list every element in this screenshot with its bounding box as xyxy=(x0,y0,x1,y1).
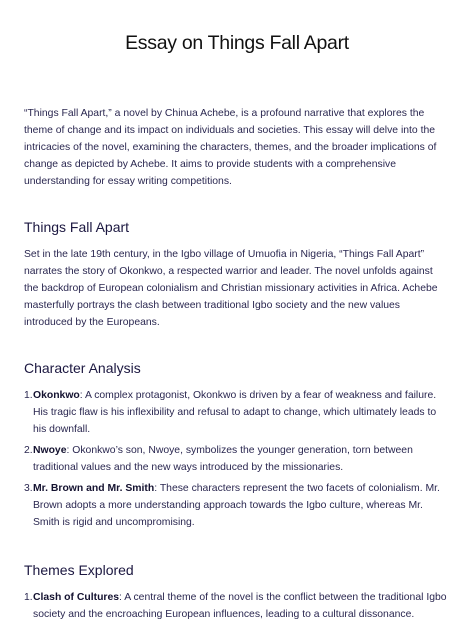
list-text: : These characters represent the two facets of colonialism. Mr. Brown adopts a more understanding approach towards the Igbo culture, whereas Mr. Smith is rigid and uncompromising. xyxy=(33,483,440,528)
list-number: 1. xyxy=(24,592,33,603)
character-list xyxy=(24,387,450,531)
section-heading-things-fall-apart: Things Fall Apart xyxy=(24,219,130,235)
document-title: Essay on Things Fall Apart xyxy=(125,32,349,54)
list-item xyxy=(24,480,450,531)
list-term: Clash of Cultures xyxy=(33,592,120,603)
list-text: : Okonkwo’s son, Nwoye, symbolizes the younger generation, torn between traditional values and the new ways introduced by the missionaries. xyxy=(33,445,413,473)
list-item xyxy=(24,387,450,438)
list-number: 1. xyxy=(24,390,33,401)
list-text: : A complex protagonist, Okonkwo is driven by a fear of weakness and failure. His tragic flaw is his inflexibility and refusal to adapt to change, which ultimately leads to his downfall. xyxy=(33,390,437,435)
section-body-things-fall-apart: Set in the late 19th century, in the Igbo village of Umuofia in Nigeria, “Things Fall Apart” narrates the story of Okonkwo, a respected warrior and leader. The novel unfolds against the backdrop of European colonialism and Christian missionary activities in Africa. Achebe masterfully portrays the clash between traditional Igbo society and the new values introduced by the Europeans. xyxy=(24,249,438,328)
list-term: Okonkwo xyxy=(33,390,80,401)
themes-list xyxy=(24,589,450,623)
list-item xyxy=(24,442,450,476)
section-heading-themes-explored: Themes Explored xyxy=(24,562,134,578)
list-number: 3. xyxy=(24,483,33,494)
intro-paragraph: “Things Fall Apart,” a novel by Chinua Achebe, is a profound narrative that explores the theme of change and its impact on individuals and societies. This essay will delve into the intricacies of the novel, examining the characters, themes, and the broader implications of change as depicted by Achebe. It aims to provide students with a comprehensive understanding for essay writing competitions. xyxy=(24,108,437,187)
list-term: Nwoye xyxy=(33,445,67,456)
list-term: Mr. Brown and Mr. Smith xyxy=(33,483,155,494)
list-text: : A central theme of the novel is the conflict between the traditional Igbo society and the encroaching European influences, leading to a cultural dissonance. xyxy=(33,592,447,620)
list-item xyxy=(24,589,450,623)
list-number: 2. xyxy=(24,445,33,456)
section-heading-character-analysis: Character Analysis xyxy=(24,360,141,376)
